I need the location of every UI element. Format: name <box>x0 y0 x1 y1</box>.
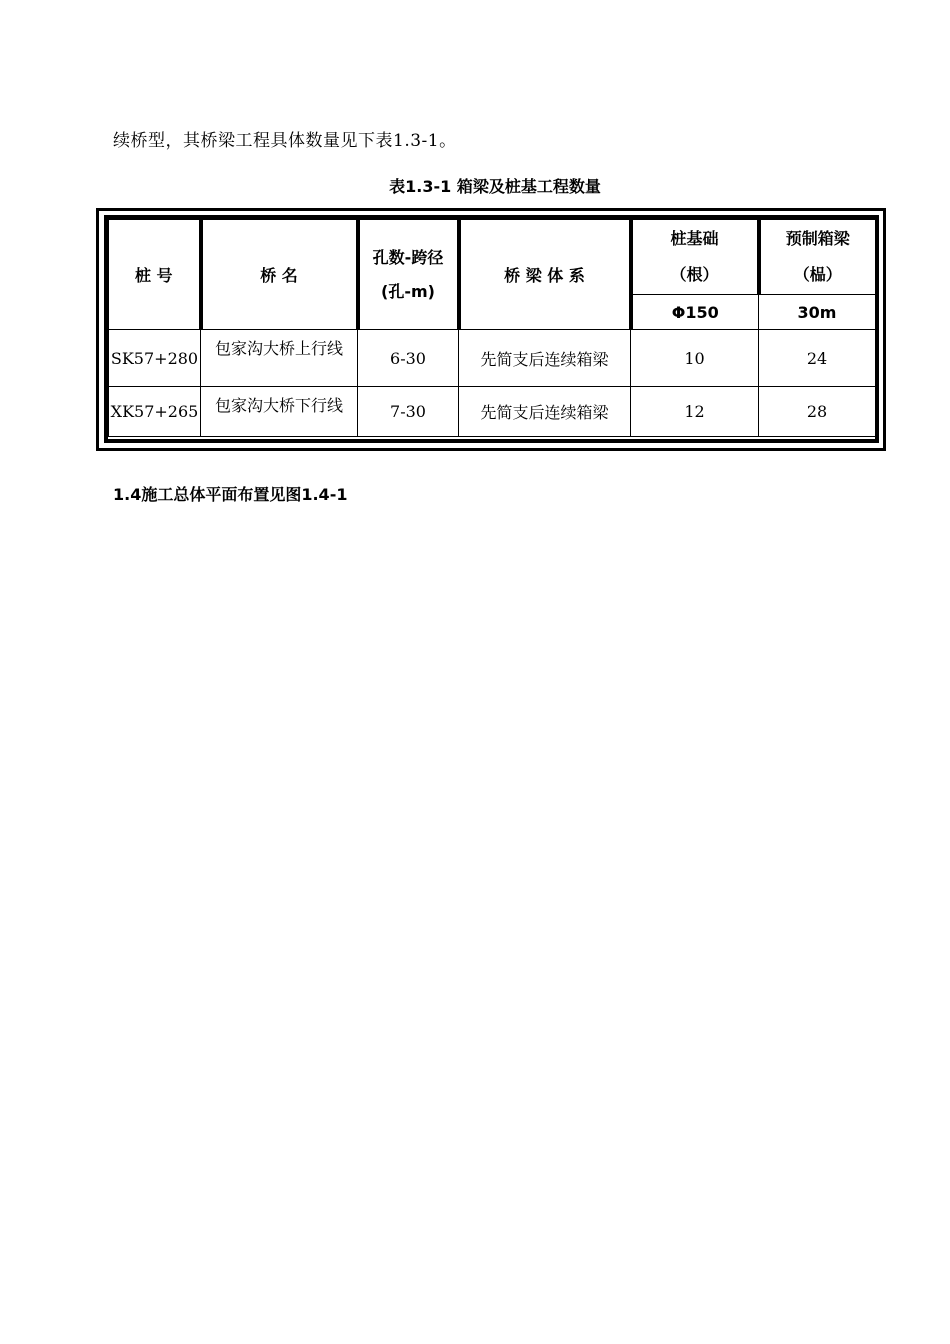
cell-span: 6-30 <box>358 330 459 387</box>
intro-paragraph: 续桥型，其桥梁工程具体数量见下表1.3-1。 <box>113 131 457 151</box>
header-bridge-name: 桥 名 <box>201 220 358 330</box>
header-pile-diameter: Φ150 <box>631 295 759 330</box>
cell-bridge-name: 包家沟大桥上行线 <box>201 330 358 387</box>
header-system: 桥 梁 体 系 <box>459 220 631 330</box>
header-span <box>358 220 459 330</box>
header-pile-line2: （根） <box>670 265 719 284</box>
cell-bridge-name: 包家沟大桥下行线 <box>201 387 358 437</box>
header-pile <box>631 220 759 295</box>
header-girder <box>759 220 876 295</box>
cell-piles: 12 <box>631 387 759 437</box>
cell-piles: 10 <box>631 330 759 387</box>
header-station: 桩 号 <box>109 220 201 330</box>
header-pile-line1: 桩基础 <box>670 229 719 248</box>
cell-system: 先简支后连续箱梁 <box>459 387 631 437</box>
cell-girders: 24 <box>759 330 876 387</box>
table-caption: 表1.3-1 箱梁及桩基工程数量 <box>389 177 601 196</box>
section-heading: 1.4施工总体平面布置见图1.4-1 <box>113 485 348 504</box>
quantity-table <box>108 219 876 437</box>
cell-station: SK57+280 <box>109 330 201 387</box>
cell-station: XK57+265 <box>109 387 201 437</box>
header-girder-length: 30m <box>759 295 876 330</box>
cell-span: 7-30 <box>358 387 459 437</box>
header-girder-line1: 预制箱梁 <box>785 229 850 248</box>
cell-system: 先简支后连续箱梁 <box>459 330 631 387</box>
header-girder-line2: （榀） <box>793 265 842 284</box>
header-span-line2: (孔-m) <box>381 281 435 301</box>
cell-girders: 28 <box>759 387 876 437</box>
table-row <box>109 330 876 387</box>
header-span-line1: 孔数-跨径 <box>372 247 444 267</box>
table-row <box>109 387 876 437</box>
